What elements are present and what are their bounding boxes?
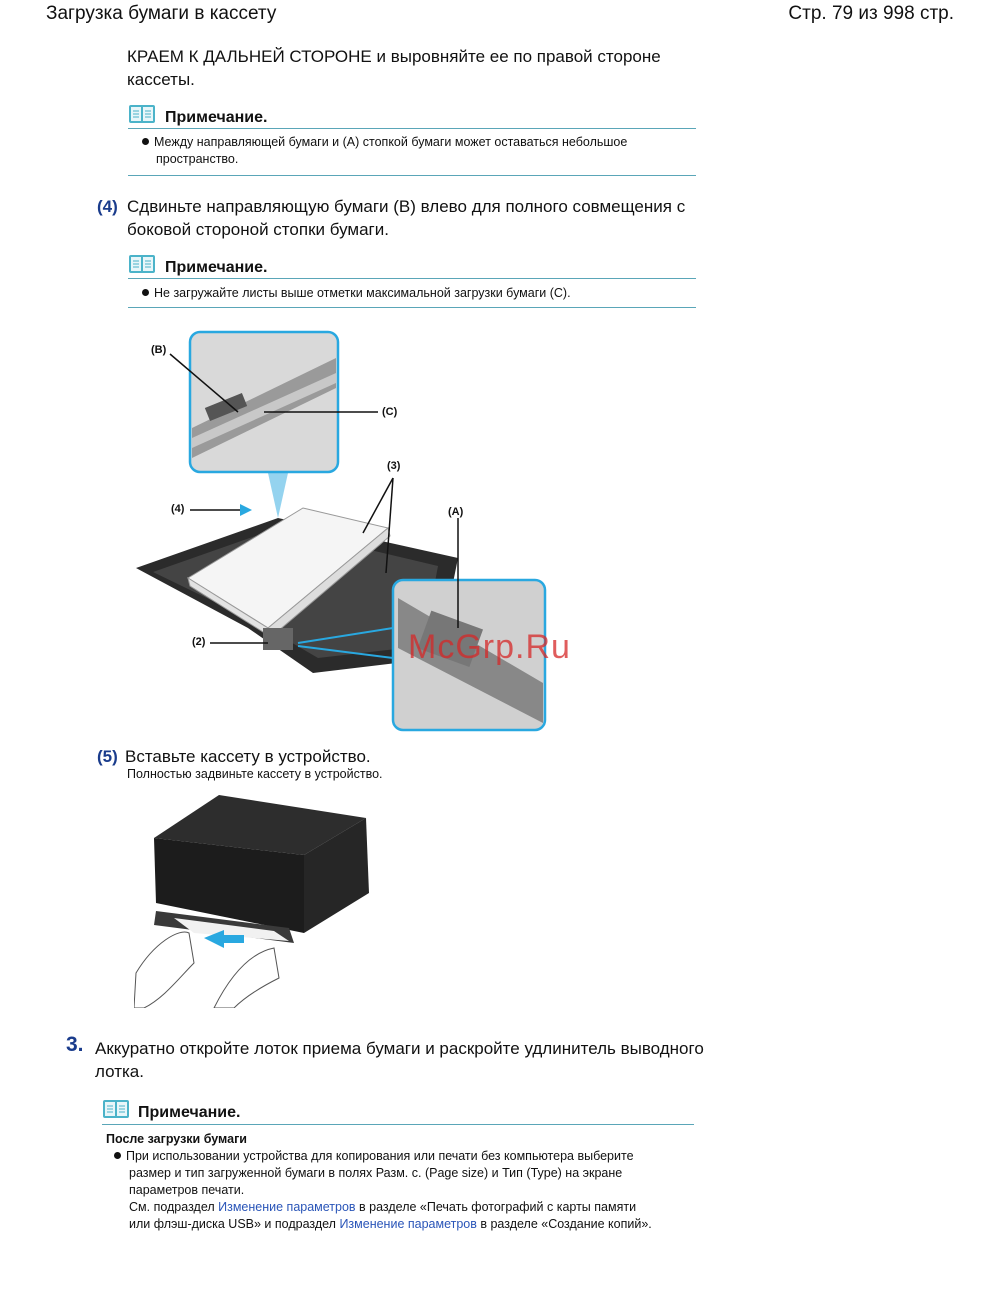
note-rule — [128, 128, 696, 129]
note-text: или флэш-диска USB» и подраздел — [129, 1217, 340, 1231]
note-heading: Примечание. — [138, 1104, 241, 1121]
note-text: в разделе «Создание копий». — [476, 1217, 652, 1231]
label-3: (3) — [387, 460, 401, 472]
step-text — [127, 195, 685, 241]
bullet — [142, 289, 149, 296]
change-settings-link[interactable]: Изменение параметров — [218, 1200, 356, 1214]
book-icon — [128, 254, 156, 274]
note-heading: Примечание. — [165, 259, 268, 276]
note-rule — [102, 1124, 694, 1125]
intro-line: кассеты. — [127, 70, 195, 89]
note-heading: Примечание. — [165, 109, 268, 126]
note-rule — [128, 175, 696, 176]
label-a: (A) — [448, 506, 464, 518]
note-line: При использовании устройства для копирования или печати без компьютера выберите — [126, 1149, 634, 1163]
step-line: Сдвиньте направляющую бумаги (B) влево для полного совмещения с — [127, 197, 686, 216]
note-text: в разделе «Печать фотографий с карты памяти — [355, 1200, 637, 1214]
note-body — [114, 1148, 652, 1233]
label-c: (C) — [382, 406, 398, 418]
note-line: размер и тип загруженной бумаги в полях Разм. с. (Page size) и Тип (Type) на экране — [129, 1166, 623, 1180]
label-b: (B) — [151, 344, 167, 356]
step-number: 3. — [66, 1033, 84, 1056]
step-line: Аккуратно откройте лоток приема бумаги и раскройте удлинитель выводного — [95, 1039, 704, 1058]
front-guide — [263, 628, 293, 650]
note-subheading: После загрузки бумаги — [106, 1132, 247, 1146]
note-rule — [128, 307, 696, 308]
note-line: параметров печати. — [129, 1183, 245, 1197]
label-2: (2) — [192, 636, 206, 648]
label-4: (4) — [171, 503, 185, 515]
right-hand — [214, 948, 279, 1008]
step-number: (5) — [97, 747, 118, 766]
bullet — [142, 138, 149, 145]
note-body — [142, 285, 571, 302]
step-number: (4) — [97, 197, 118, 216]
note-line: Не загружайте листы выше отметки максимальной загрузки бумаги (C). — [154, 286, 571, 300]
change-settings-link[interactable]: Изменение параметров — [339, 1217, 477, 1231]
step-text — [95, 1037, 704, 1083]
page-counter: Стр. 79 из 998 стр. — [788, 3, 954, 24]
page-title: Загрузка бумаги в кассету — [46, 3, 277, 24]
book-icon — [102, 1099, 130, 1119]
note-body — [142, 134, 627, 168]
step-line: боковой стороной стопки бумаги. — [127, 220, 389, 239]
note-line: Между направляющей бумаги и (A) стопкой бумаги может оставаться небольшое — [154, 135, 628, 149]
book-icon — [128, 104, 156, 124]
step-title: Вставьте кассету в устройство. — [125, 747, 371, 766]
left-hand — [134, 932, 194, 1008]
note-text: См. подраздел — [129, 1200, 219, 1214]
intro-text — [127, 45, 661, 91]
step-line: лотка. — [95, 1062, 144, 1081]
step-subtext: Полностью задвиньте кассету в устройство. — [127, 767, 383, 781]
intro-line: КРАЕМ К ДАЛЬНЕЙ СТОРОНЕ и выровняйте ее по правой стороне — [127, 47, 661, 66]
printer-illustration — [134, 793, 379, 1008]
cassette-illustration — [128, 328, 558, 738]
watermark: McGrp.Ru — [408, 628, 571, 666]
note-line: пространство. — [156, 152, 239, 166]
note-rule — [128, 278, 696, 279]
bullet — [114, 1152, 121, 1159]
